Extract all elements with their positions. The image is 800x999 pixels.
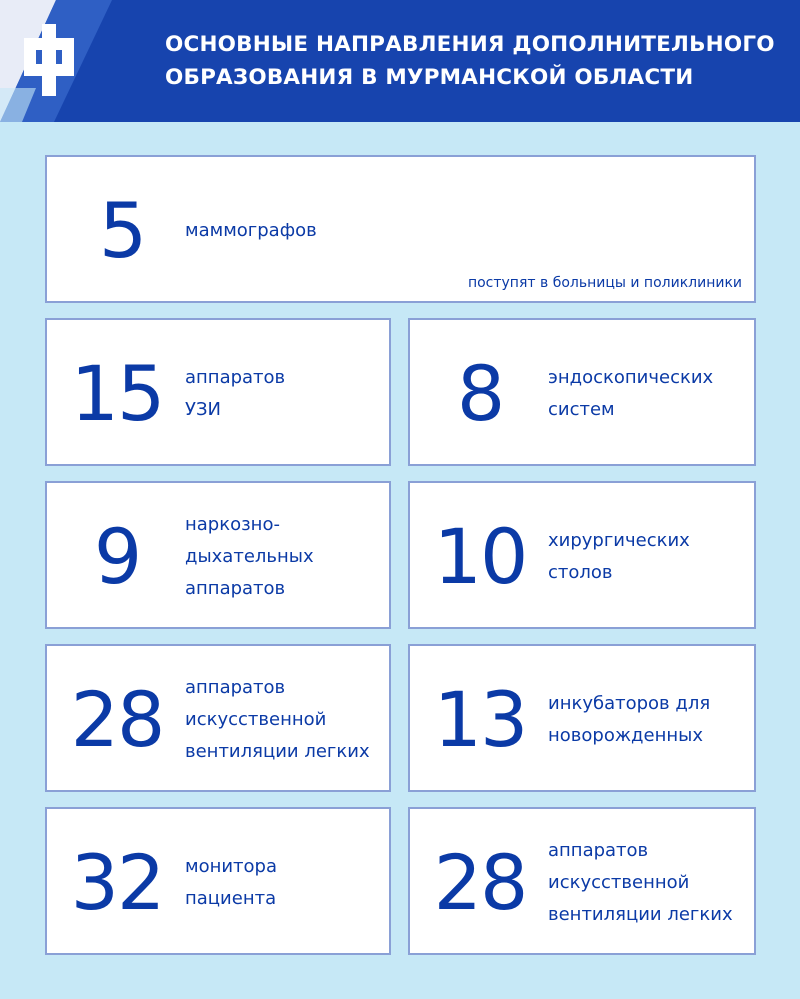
card-label xyxy=(548,688,710,752)
card-label-line: монитора xyxy=(185,856,278,877)
card-label xyxy=(548,362,713,426)
card-label-line: аппаратов xyxy=(185,578,286,599)
card-patient-monitors xyxy=(45,807,391,955)
card-number: 28 xyxy=(70,675,164,764)
card-label-line: УЗИ xyxy=(185,399,221,420)
card-ultrasound xyxy=(45,318,391,466)
card-number: 5 xyxy=(98,186,146,275)
card-label-line: маммографов xyxy=(185,220,317,241)
title-line-2: ОБРАЗОВАНИЯ В МУРМАНСКОЙ ОБЛАСТИ xyxy=(165,65,694,90)
card-label xyxy=(548,525,690,589)
card-ventilators xyxy=(45,644,391,792)
card-number: 32 xyxy=(70,838,164,927)
header xyxy=(0,0,800,122)
card-label xyxy=(185,672,370,768)
card-label-line: эндоскопических xyxy=(548,367,714,388)
card-label-line: дыхательных xyxy=(185,546,314,567)
card-label-line: искусственной xyxy=(548,872,690,893)
card-label-line: пациента xyxy=(185,888,277,909)
card-label xyxy=(548,835,733,931)
card-label-line: инкубаторов для xyxy=(548,693,711,714)
card-number: 28 xyxy=(433,838,527,927)
card-number: 9 xyxy=(93,512,141,601)
card-anesthesia xyxy=(45,481,391,629)
card-incubators xyxy=(408,644,756,792)
card-label-line: столов xyxy=(548,562,613,583)
card-number: 8 xyxy=(456,349,504,438)
ф-logo-icon xyxy=(0,0,160,122)
card-number: 15 xyxy=(70,349,164,438)
card-label-line: аппаратов xyxy=(185,677,286,698)
card-label-line: хирургических xyxy=(548,530,690,551)
card-label-line: вентиляции легких xyxy=(185,741,370,762)
card-label-line: новорожденных xyxy=(548,725,703,746)
card-label-line: наркозно- xyxy=(185,514,280,535)
card-label-line: аппаратов xyxy=(548,840,649,861)
card-label xyxy=(185,362,285,426)
card-label-line: искусственной xyxy=(185,709,327,730)
card-ventilators-2 xyxy=(408,807,756,955)
card-label-line: вентиляции легких xyxy=(548,904,733,925)
card-label xyxy=(185,215,317,247)
card-label-line: аппаратов xyxy=(185,367,286,388)
card-label xyxy=(185,509,314,605)
card-mammographs xyxy=(45,155,756,303)
card-label-line: систем xyxy=(548,399,615,420)
card-surgical-tables xyxy=(408,481,756,629)
card-number: 13 xyxy=(433,675,527,764)
card-endoscopic xyxy=(408,318,756,466)
card-note: поступят в больницы и поликлиники xyxy=(467,275,742,291)
card-label xyxy=(185,851,277,915)
title-line-1: ОСНОВНЫЕ НАПРАВЛЕНИЯ ДОПОЛНИТЕЛЬНОГО xyxy=(165,32,775,57)
card-number: 10 xyxy=(433,512,527,601)
page-title xyxy=(165,28,785,94)
